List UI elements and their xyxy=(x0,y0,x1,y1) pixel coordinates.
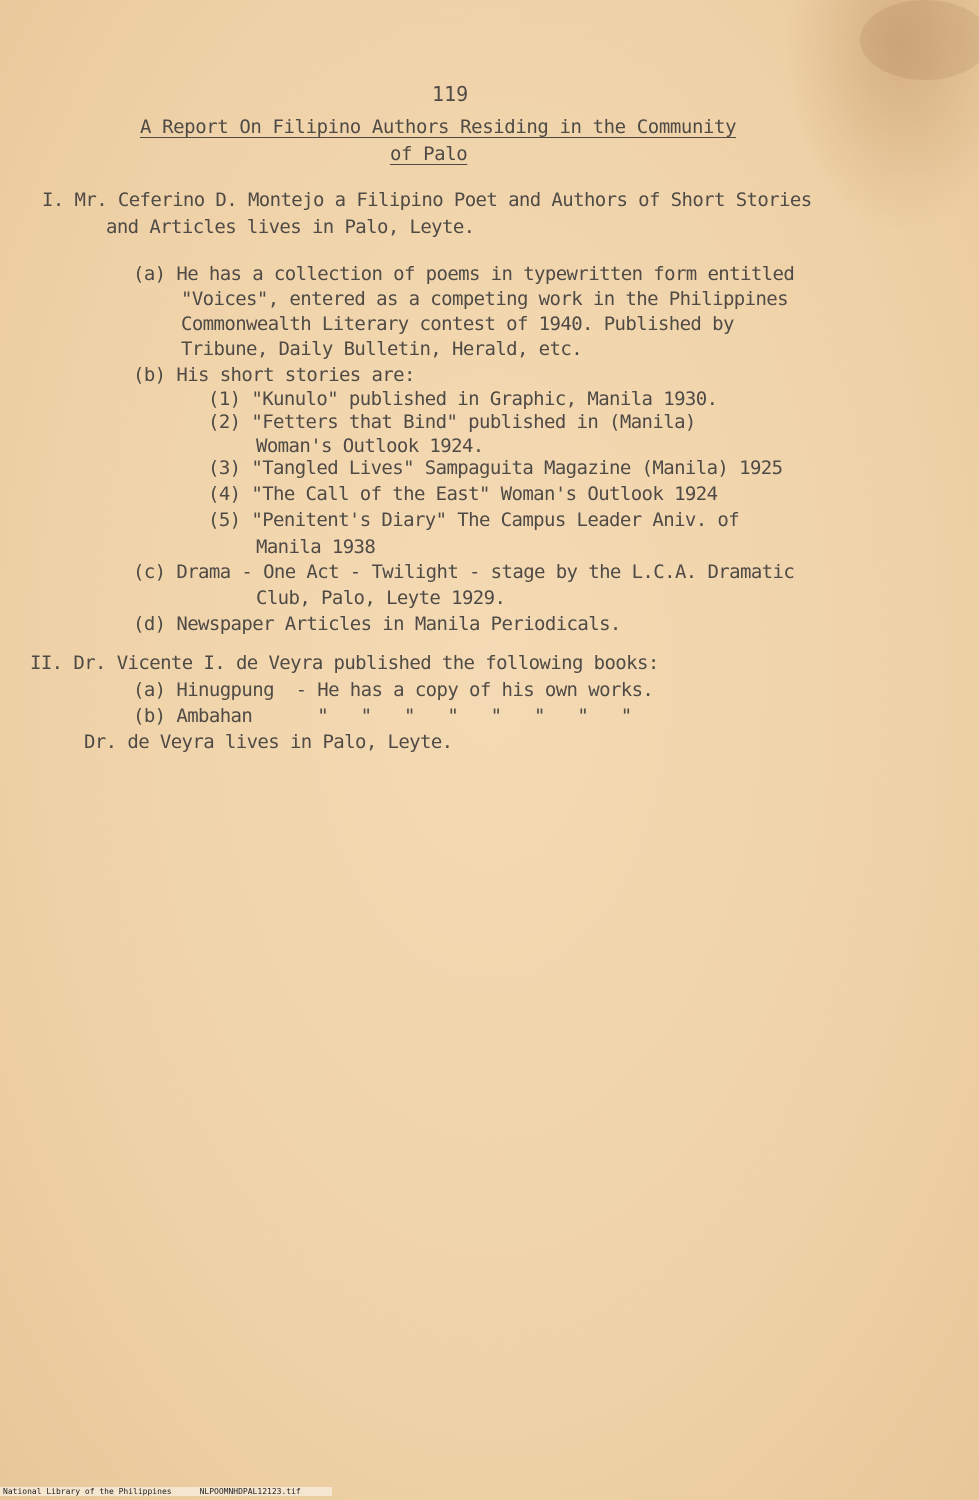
item-a-line1: (a) He has a collection of poems in typewritten form entitled xyxy=(133,263,795,285)
scan-footer xyxy=(0,1487,332,1496)
story-4: (4) "The Call of the East" Woman's Outlook 1924 xyxy=(208,483,718,505)
story-2-cont: Woman's Outlook 1924. xyxy=(256,435,484,457)
report-title-line1: A Report On Filipino Authors Residing in the Community xyxy=(140,116,737,138)
story-2: (2) "Fetters that Bind" published in (Manila) xyxy=(208,411,696,433)
section2-heading: II. Dr. Vicente I. de Veyra published the following books: xyxy=(30,652,659,674)
footer-filename: NLPOOMNHDPAL12123.tif xyxy=(199,1487,301,1496)
section2-closing: Dr. de Veyra lives in Palo, Leyte. xyxy=(84,731,453,753)
story-5: (5) "Penitent's Diary" The Campus Leader Aniv. of xyxy=(208,509,740,531)
item-a-line2: "Voices", entered as a competing work in the Philippines xyxy=(181,288,788,310)
report-title-line2: of Palo xyxy=(390,143,468,165)
story-5-cont: Manila 1938 xyxy=(256,536,376,558)
footer-institution: National Library of the Philippines xyxy=(3,1487,172,1496)
section2-item-a: (a) Hinugpung - He has a copy of his own works. xyxy=(133,679,654,701)
story-1: (1) "Kunulo" published in Graphic, Manila 1930. xyxy=(208,388,718,410)
page-number: 119 xyxy=(432,82,469,106)
item-d: (d) Newspaper Articles in Manila Periodicals. xyxy=(133,613,621,635)
section1-heading-cont: and Articles lives in Palo, Leyte. xyxy=(106,216,475,238)
story-3: (3) "Tangled Lives" Sampaguita Magazine (Manila) 1925 xyxy=(208,457,783,479)
section2-item-b: (b) Ambahan " " " " " " " " xyxy=(133,705,632,727)
item-c-line2: Club, Palo, Leyte 1929. xyxy=(256,587,506,609)
item-a-line3: Commonwealth Literary contest of 1940. Published by xyxy=(181,313,734,335)
paper-stain xyxy=(860,0,979,80)
item-a-line4: Tribune, Daily Bulletin, Herald, etc. xyxy=(181,338,583,360)
item-b-label: (b) His short stories are: xyxy=(133,364,415,386)
section1-heading: I. Mr. Ceferino D. Montejo a Filipino Poet and Authors of Short Stories xyxy=(42,189,812,211)
item-c-line1: (c) Drama - One Act - Twilight - stage by the L.C.A. Dramatic xyxy=(133,561,795,583)
